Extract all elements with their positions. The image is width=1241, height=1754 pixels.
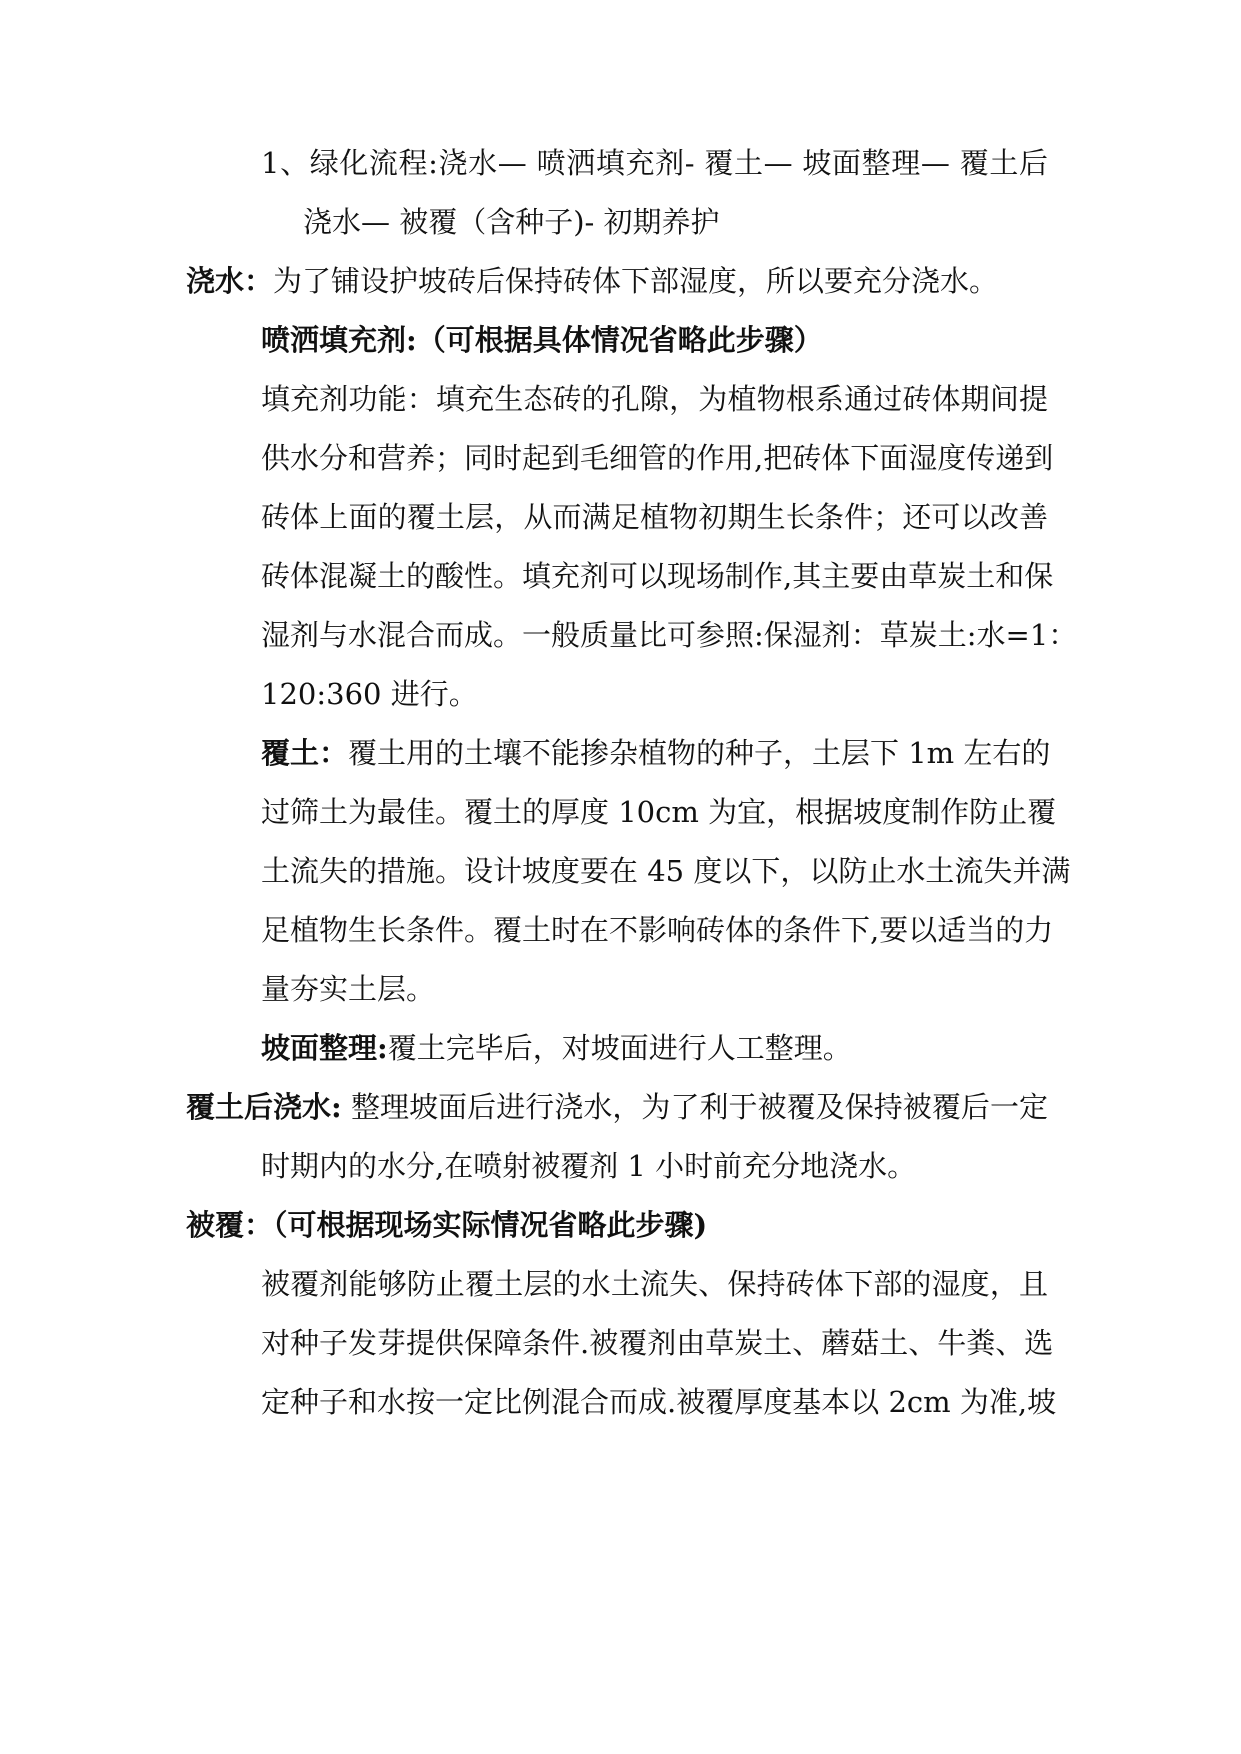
covering-line-2: 对种子发芽提供保障条件.被覆剂由草炭土、蘑菇土、牛粪、选 — [261, 1326, 1054, 1360]
covering-line-1: 被覆剂能够防止覆土层的水土流失、保持砖体下部的湿度，且 — [261, 1267, 1048, 1301]
filler-line-1: 填充剂功能：填充生态砖的孔隙，为植物根系通过砖体期间提 — [261, 382, 1048, 416]
filler-heading: 喷洒填充剂:（可根据具体情况省略此步骤） — [261, 323, 823, 357]
flow-line-2: 浇水— 被覆（含种子)- 初期养护 — [303, 205, 720, 239]
slope-label: 坡面整理: — [261, 1031, 388, 1065]
covering-line-3: 定种子和水按一定比例混合而成.被覆厚度基本以 2cm 为准,坡 — [261, 1385, 1057, 1419]
soil-line-4: 足植物生长条件。覆土时在不影响砖体的条件下,要以适当的力 — [261, 913, 1054, 947]
watering-paragraph — [186, 261, 998, 301]
soil-first-text: 覆土用的土壤不能掺杂植物的种子，土层下 1m 左右的 — [348, 736, 1051, 770]
filler-line-3: 砖体上面的覆土层，从而满足植物初期生长条件；还可以改善 — [261, 500, 1048, 534]
filler-line-6: 120:360 进行。 — [261, 677, 478, 711]
flow-line-1: 1、绿化流程:浇水— 喷洒填充剂- 覆土— 坡面整理— 覆土后 — [261, 146, 1048, 180]
after-watering-first-line — [186, 1087, 1048, 1127]
slope-text: 覆土完毕后，对坡面进行人工整理。 — [387, 1031, 852, 1065]
soil-label: 覆土： — [261, 736, 349, 770]
soil-first-line — [261, 733, 1051, 773]
soil-line-3: 土流失的措施。设计坡度要在 45 度以下，以防止水土流失并满 — [261, 854, 1071, 888]
slope-paragraph — [261, 1028, 852, 1068]
covering-heading: 被覆：（可根据现场实际情况省略此步骤) — [186, 1208, 708, 1242]
soil-line-2: 过筛土为最佳。覆土的厚度 10cm 为宜，根据坡度制作防止覆 — [261, 795, 1057, 829]
filler-line-2: 供水分和营养；同时起到毛细管的作用,把砖体下面湿度传递到 — [261, 441, 1054, 475]
after-watering-line-2: 时期内的水分,在喷射被覆剂 1 小时前充分地浇水。 — [261, 1149, 917, 1183]
filler-line-5: 湿剂与水混合而成。一般质量比可参照:保湿剂：草炭土:水=1： — [261, 618, 1078, 652]
after-watering-label: 覆土后浇水: — [186, 1090, 342, 1124]
soil-line-5: 量夯实土层。 — [261, 972, 436, 1006]
filler-line-4: 砖体混凝土的酸性。填充剂可以现场制作,其主要由草炭土和保 — [261, 559, 1054, 593]
after-watering-first-text: 整理坡面后进行浇水，为了利于被覆及保持被覆后一定 — [341, 1090, 1048, 1124]
watering-label: 浇水： — [186, 264, 274, 298]
watering-text: 为了铺设护坡砖后保持砖体下部湿度，所以要充分浇水。 — [273, 264, 999, 298]
